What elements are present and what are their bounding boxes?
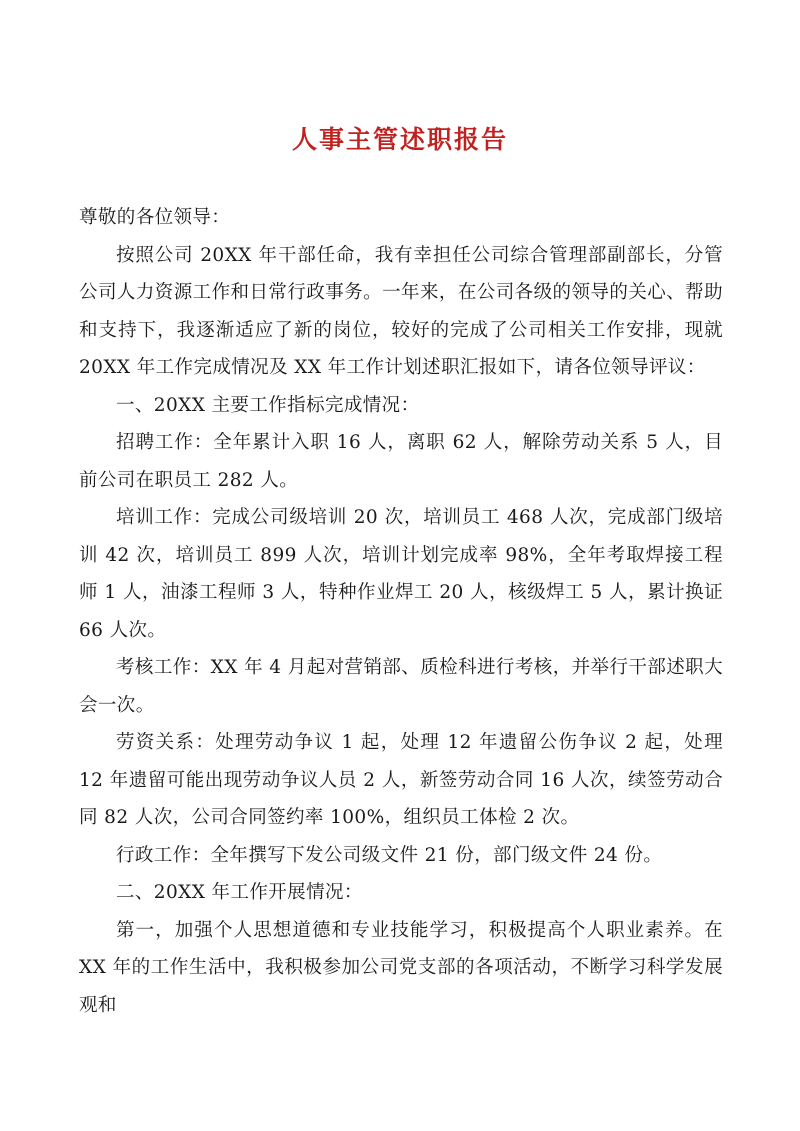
document-title: 人事主管述职报告	[291, 125, 508, 154]
document-body	[79, 199, 723, 1024]
paragraph-intro: 按照公司 20XX 年干部任命，我有幸担任公司综合管理部副部长，分管公司人力资源工作和日常行政事务。一年来，在公司各级的领导的关心、帮助和支持下，我逐渐适应了新的岗位，较好的完成了公司相关工作安排，现就 20XX 年工作完成情况及 XX 年工作计划述职汇报如下，请各位领导评议：	[79, 244, 723, 378]
paragraph-first-point: 第一，加强个人思想道德和专业技能学习，积极提高个人职业素养。在 XX 年的工作生活中，我积极参加公司党支部的各项活动，不断学习科学发展观和	[79, 919, 723, 1016]
section-heading-2: 二、20XX 年工作开展情况：	[116, 882, 363, 903]
paragraph-recruitment: 招聘工作：全年累计入职 16 人，离职 62 人，解除劳动关系 5 人，目前公司在职员工 282 人。	[79, 432, 723, 491]
paragraph-training: 培训工作：完成公司级培训 20 次，培训员工 468 人次，完成部门级培训 42 次，培训员工 899 人次，培训计划完成率 98%，全年考取焊接工程师 1 人，油漆工程师 3 人，特种作业焊工 20 人，核级焊工 5 人，累计换证 66 人次。	[79, 507, 723, 641]
salutation: 尊敬的各位领导：	[79, 207, 231, 228]
paragraph-administration: 行政工作：全年撰写下发公司级文件 21 份，部门级文件 24 份。	[116, 844, 663, 866]
paragraph-assessment: 考核工作：XX 年 4 月起对营销部、质检科进行考核，并举行干部述职大会一次。	[79, 657, 723, 716]
section-heading-1: 一、20XX 主要工作指标完成情况：	[116, 394, 420, 416]
paragraph-labor-relations: 劳资关系：处理劳动争议 1 起，处理 12 年遗留公伤争议 2 起，处理 12 年遗留可能出现劳动争议人员 2 人，新签劳动合同 16 人次，续签劳动合同 82 人次，公司合同签约率 100%，组织员工体检 2 次。	[79, 732, 723, 828]
